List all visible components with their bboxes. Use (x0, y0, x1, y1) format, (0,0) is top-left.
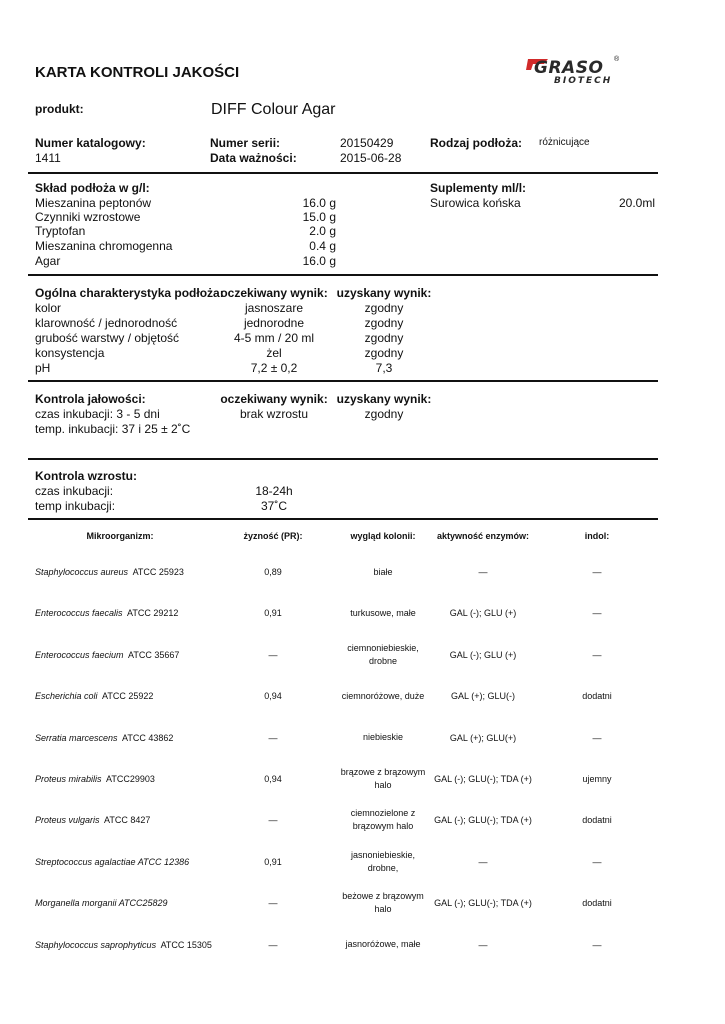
colony-line: ciemnoniebieskie, (347, 642, 419, 653)
organism-cell (35, 607, 178, 620)
medium-type-label: Rodzaj podłoża: (430, 136, 522, 150)
composition-item-name: Tryptofan (35, 224, 86, 238)
composition-label: Skład podłoża w g/l: (35, 181, 150, 195)
colony-line: halo (374, 904, 392, 915)
colony-line: drobne, (367, 862, 399, 873)
colony-line: niebieskie (362, 732, 404, 743)
indole-cell: — (592, 939, 602, 950)
enzymes-cell: GAL (-); GLU (+) (449, 649, 517, 660)
growth-temp-label: temp inkubacji: (35, 499, 116, 513)
organism-name: Proteus mirabilis (35, 774, 102, 784)
composition-item-value: 16.0 g (302, 196, 336, 210)
composition-item-value: 16.0 g (302, 254, 336, 268)
obtained-header: uzyskany wynik: (336, 286, 432, 300)
general-row-expected: 4-5 mm / 20 ml (233, 331, 314, 345)
colony-line: brązowe z brązowym (340, 767, 426, 777)
colony-line: ciemnozielone z (350, 808, 416, 819)
divider (28, 458, 658, 460)
enzymes-cell: — (478, 939, 488, 950)
product-name: DIFF Colour Agar (211, 101, 336, 118)
sterility-obtained-header: uzyskany wynik: (336, 392, 432, 406)
sterility-expected: brak wzrostu (239, 407, 309, 421)
organism-strain: ATCC 8427 (99, 815, 151, 826)
organism-cell (35, 690, 153, 703)
general-row-expected: jednorodne (243, 316, 305, 330)
indole-cell: — (592, 856, 602, 867)
colony-line: drobne (368, 655, 398, 666)
indole-cell: dodatni (582, 815, 612, 826)
organism-cell (35, 773, 155, 786)
indole-cell: ujemny (582, 774, 612, 784)
organism-name: Staphylococcus aureus (35, 567, 129, 577)
colony-line: jasnoróżowe, małe (345, 939, 421, 950)
organism-name: Enterococcus faecalis (35, 608, 123, 619)
organism-name: Serratia marcescens (35, 732, 118, 743)
supplement-value: 20.0ml (618, 196, 655, 210)
general-row-name: pH (35, 361, 51, 375)
growth-time-value: 18-24h (255, 484, 293, 498)
general-row-obtained: zgodny (364, 346, 404, 360)
general-row-obtained: zgodny (364, 331, 404, 345)
indole-cell: — (592, 608, 602, 619)
fertility-cell: — (268, 649, 278, 660)
medium-type-value: różnicujące (539, 137, 590, 148)
header-enzymes: aktywność enzymów: (436, 531, 530, 541)
header-indole: indol: (584, 531, 610, 541)
indole-cell: dodatni (582, 691, 612, 702)
company-logo (524, 56, 624, 92)
colony-line: beżowe z brązowym (342, 891, 424, 902)
general-row-name: konsystencja (35, 346, 105, 360)
organism-name: Enterococcus faecium (35, 649, 124, 660)
indole-cell: — (592, 649, 602, 660)
organism-name: Escherichia coli (35, 691, 98, 702)
organism-strain: ATCC 15305 (156, 939, 212, 950)
header-fertility: żyzność (PR): (243, 531, 303, 541)
fertility-cell: — (268, 939, 278, 950)
organism-name: Staphylococcus saprophyticus (35, 939, 157, 950)
sterility-obtained: zgodny (364, 407, 404, 421)
divider (28, 518, 658, 520)
fertility-cell: — (268, 898, 278, 909)
composition-item-value: 0.4 g (309, 239, 336, 253)
fertility-cell: — (268, 815, 278, 826)
colony-line: brązowym halo (352, 821, 414, 832)
composition-item-name: Czynniki wzrostowe (35, 210, 141, 224)
expiry-value: 2015-06-28 (340, 151, 402, 165)
general-row-name: kolor (35, 301, 62, 315)
fertility-cell: 0,94 (264, 691, 282, 702)
composition-item-name: Agar (35, 254, 61, 268)
enzymes-cell: GAL (-); GLU(-); TDA (+) (434, 898, 532, 909)
catalog-label: Numer katalogowy: (35, 136, 146, 150)
divider (28, 380, 658, 382)
growth-temp-value: 37˚C (260, 499, 287, 513)
organism-cell (35, 856, 189, 869)
organism-cell (35, 814, 150, 827)
sterility-time: czas inkubacji: 3 - 5 dni (35, 407, 160, 421)
supplement-name: Surowica końska (430, 196, 521, 210)
composition-item-value: 2.0 g (309, 224, 336, 238)
general-row-name: grubość warstwy / objętość (35, 331, 180, 345)
organism-cell (35, 649, 179, 662)
growth-label: Kontrola wzrostu: (35, 469, 137, 483)
sterility-temp: temp. inkubacji: 37 i 25 ± 2˚C (35, 422, 191, 436)
header-colony: wygląd kolonii: (350, 531, 416, 541)
page-title: KARTA KONTROLI JAKOŚCI (35, 64, 240, 81)
divider (28, 172, 658, 174)
general-row-expected: jasnoszare (244, 301, 304, 315)
organism-strain: ATCC 25922 (97, 691, 154, 702)
sterility-label: Kontrola jałowości: (35, 392, 146, 406)
organism-name: Proteus vulgaris (35, 815, 100, 826)
product-label: produkt: (35, 102, 84, 116)
enzymes-cell: GAL (-); GLU(-); TDA (+) (434, 774, 532, 784)
colony-line: jasnoniebieskie, (350, 849, 416, 860)
header-organism: Mikroorganizm: (86, 531, 154, 541)
fertility-cell: 0,94 (264, 774, 282, 784)
fertility-cell: 0,89 (264, 567, 282, 577)
colony-line: halo (374, 780, 392, 790)
expiry-label: Data ważności: (210, 151, 297, 165)
colony-line: ciemnoróżowe, duże (341, 690, 425, 701)
general-label: Ogólna charakterystyka podłoża: (35, 286, 224, 300)
general-row-expected: 7,2 ± 0,2 (250, 361, 298, 375)
colony-line: białe (373, 566, 393, 577)
enzymes-cell: — (478, 856, 488, 867)
series-label: Numer serii: (210, 136, 281, 150)
registered-mark: ® (614, 56, 620, 63)
organism-strain: ATCC 35667 (123, 649, 180, 660)
organism-cell (35, 732, 173, 745)
organism-cell (35, 566, 184, 579)
enzymes-cell: GAL (+); GLU(-) (451, 691, 515, 702)
general-row-obtained: zgodny (364, 316, 404, 330)
enzymes-cell: GAL (+); GLU(+) (449, 732, 517, 743)
general-row-obtained: 7,3 (375, 361, 393, 375)
expected-header: oczekiwany wynik: (220, 286, 328, 300)
growth-time-label: czas inkubacji: (35, 484, 114, 498)
logo-brand: GRASO (534, 58, 604, 78)
composition-item-name: Mieszanina chromogenna (35, 239, 173, 253)
logo-sub: BIOTECH (554, 76, 613, 86)
enzymes-cell: GAL (-); GLU (+) (449, 608, 517, 619)
indole-cell: — (592, 567, 602, 577)
composition-item-name: Mieszanina peptonów (35, 196, 152, 210)
general-row-obtained: zgodny (364, 301, 404, 315)
fertility-cell: 0,91 (264, 856, 282, 867)
divider (28, 274, 658, 276)
organism-cell (35, 897, 168, 910)
indole-cell: dodatni (582, 898, 612, 909)
general-row-name: klarowność / jednorodność (35, 316, 178, 330)
organism-strain: ATCC 29212 (122, 608, 179, 619)
general-row-expected: żel (266, 346, 282, 360)
organism-cell (35, 939, 212, 952)
supplements-label: Suplementy ml/l: (430, 181, 527, 195)
organism-strain: ATCC 25923 (128, 567, 184, 577)
organism-name: Streptococcus agalactiae ATCC 12386 (35, 856, 190, 867)
fertility-cell: — (268, 732, 278, 743)
composition-item-value: 15.0 g (302, 210, 336, 224)
enzymes-cell: GAL (-); GLU(-); TDA (+) (434, 815, 532, 826)
organism-name: Morganella morganii ATCC25829 (35, 898, 168, 909)
indole-cell: — (592, 732, 602, 743)
sterility-expected-header: oczekiwany wynik: (220, 392, 328, 406)
colony-line: turkusowe, małe (350, 607, 416, 618)
catalog-value: 1411 (35, 151, 61, 165)
fertility-cell: 0,91 (264, 608, 282, 619)
organism-strain: ATCC 43862 (117, 732, 174, 743)
enzymes-cell: — (478, 567, 488, 577)
series-value: 20150429 (340, 136, 394, 150)
organism-strain: ATCC29903 (101, 774, 155, 784)
